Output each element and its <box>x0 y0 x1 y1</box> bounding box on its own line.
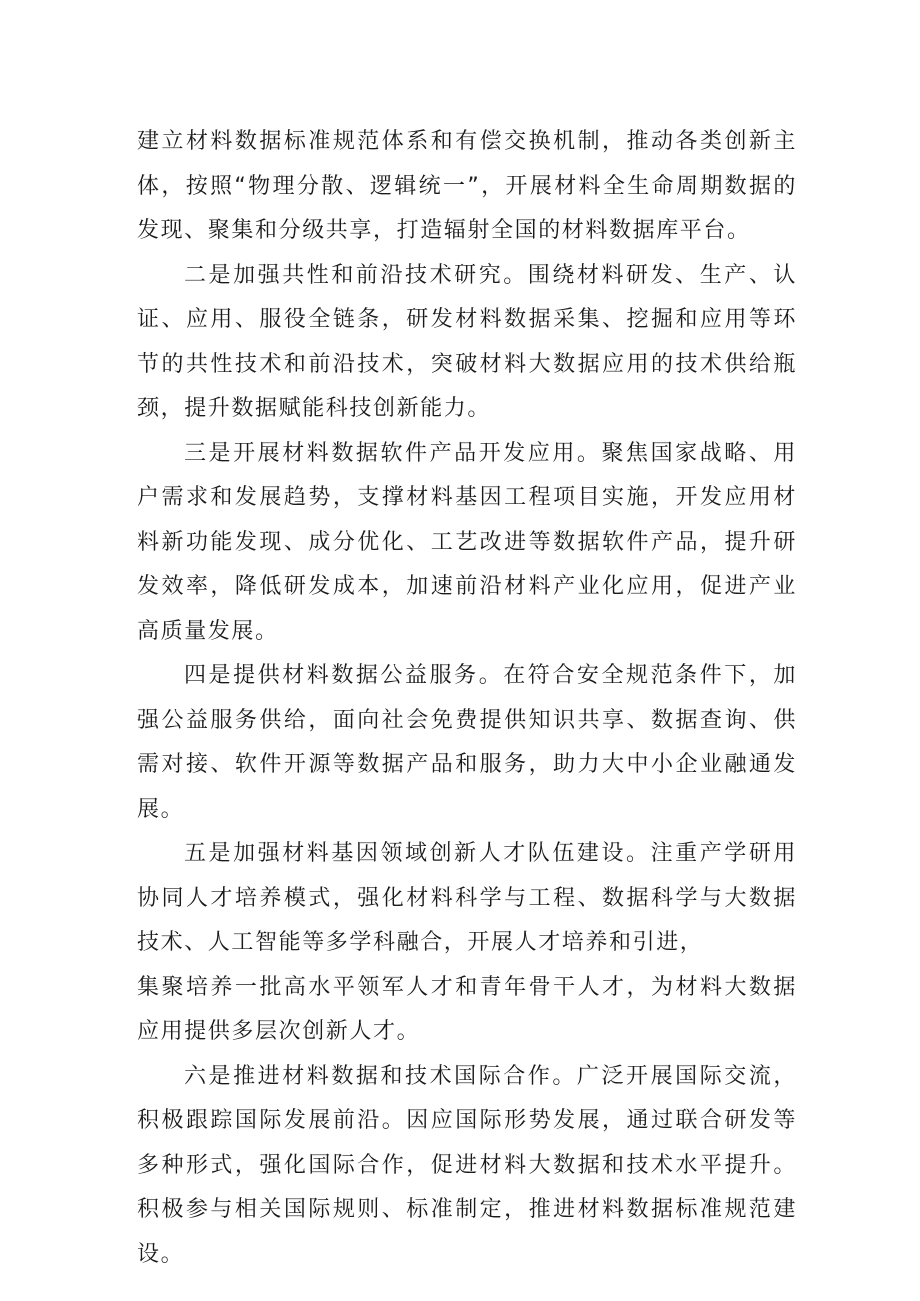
paragraph-six: 六是推进材料数据和技术国际合作。广泛开展国际交流，积极跟踪国际发展前沿。因应国际形势发展，通过联合研发等多种形式，强化国际合作，促进材料大数据和技术水平提升。积极参与相关国际规则、标准制定，推进材料数据标准规范建设。 <box>137 1063 797 1267</box>
paragraph-intro-continued: 建立材料数据标准规范体系和有偿交换机制，推动各类创新主体，按照“物理分散、逻辑统一”，开展材料全生命周期数据的发现、聚集和分级共享，打造辐射全国的材料数据库平台。 <box>137 129 797 243</box>
paragraph-five: 五是加强材料基因领域创新人才队伍建设。注重产学研用协同人才培养模式，强化材料科学与工程、数据科学与大数据技术、人工智能等多学科融合，开展人才培养和引进， <box>137 841 797 955</box>
paragraph-three: 三是开展材料数据软件产品开发应用。聚焦国家战略、用户需求和发展趋势，支撑材料基因工程项目实施，开发应用材料新功能发现、成分优化、工艺改进等数据软件产品，提升研发效率，降低研发成本，加速前沿材料产业化应用，促进产业高质量发展。 <box>137 440 797 644</box>
paragraph-two: 二是加强共性和前沿技术研究。围绕材料研发、生产、认证、应用、服役全链条，研发材料数据采集、挖掘和应用等环节的共性技术和前沿技术，突破材料大数据应用的技术供给瓶颈，提升数据赋能科技创新能力。 <box>137 262 797 421</box>
paragraph-four: 四是提供材料数据公益服务。在符合安全规范条件下，加强公益服务供给，面向社会免费提供知识共享、数据查询、供需对接、软件开源等数据产品和服务，助力大中小企业融通发展。 <box>137 663 797 822</box>
document-body <box>137 120 797 1277</box>
paragraph-five-continued: 集聚培养一批高水平领军人才和青年骨干人才，为材料大数据应用提供多层次创新人才。 <box>137 974 797 1044</box>
